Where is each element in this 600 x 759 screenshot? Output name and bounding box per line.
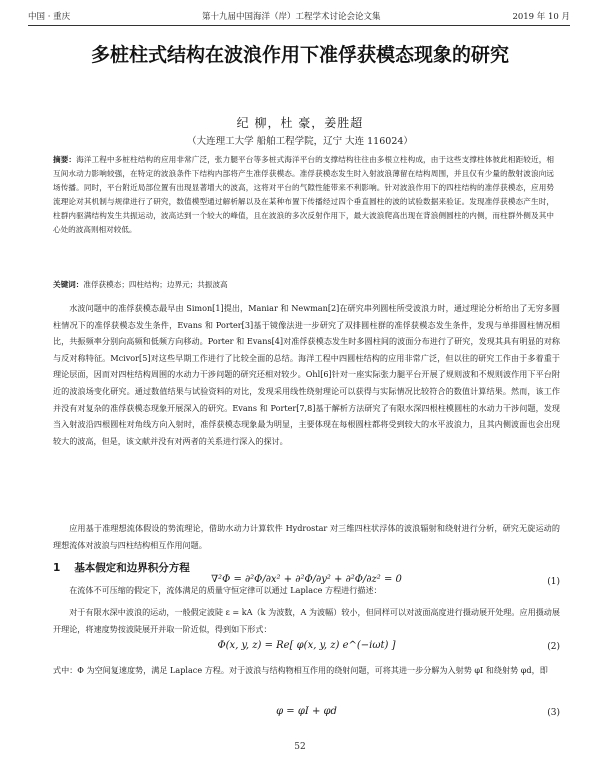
keywords-label: 关键词： [53, 280, 84, 289]
abstract-text: 海洋工程中多桩柱结构的应用非常广泛，张力腿平台等多桩式海洋平台的支撑结构往往由多根立柱构成，由于这些支撑柱体彼此相距较近，相互间水动力影响较强，在特定的波浪条件下结构内部将产生准俘获模态。准俘获模态发生时入射波浪薄留在结构周围，并且仅有少量的散射波浪向远场传播。同时，平台附近局部位置有出现显著增大的波高，这将对平台的气隙性能带来不利影响。针对波浪作用下的四柱结构的准俘获模态，应用势流理论对其机制与规律进行了研究，数值模型通过解析解以及在某种布置下传播经过四个垂直圆柱的波的试验数据来验证。发现准俘获模态产生时，柱群内驱满结构发生共振运动，波高达到一个较大的峰值，且在波浪的多次反射作用下，最大波浪爬高出现在背浪侧圆柱的内侧，而柱群外侧及其中心处的波高则相对较低。 [53, 155, 555, 234]
header-location: 中国 · 重庆 [28, 12, 71, 22]
abstract-label: 摘要： [53, 155, 77, 164]
laplace-paragraph: 在流体不可压缩的假定下，流体满足的质量守恒定律可以通过 Laplace 方程进行描述： [69, 585, 382, 595]
page-number: 52 [294, 742, 306, 752]
keywords-text: 准俘获模态；四柱结构；边界元；共振波高 [83, 280, 228, 289]
abstract [53, 153, 554, 236]
header-proceedings: 第十九届中国海洋（岸）工程学术讨论会论文集 [202, 12, 381, 22]
equation-1: ∇²Φ = ∂²Φ/∂x² + ∂²Φ/∂y² + ∂²Φ/∂z² = 0 [211, 574, 402, 585]
equation-3: φ = φI + φd [276, 706, 337, 717]
section-title: 基本假定和边界积分方程 [74, 562, 190, 574]
equation-1-number: (1) [547, 577, 560, 587]
method-paragraph: 应用基于准理想流体假设的势流理论，借助水动力计算软件 Hydrostar 对三维四柱状浮体的波浪辐射和绕射进行分析，研究无旋运动的理想流体对波浪与四柱结构相互作用问题。 [53, 523, 560, 550]
section-number: 1 [53, 562, 61, 574]
affiliation: （大连理工大学 船舶工程学院，辽宁 大连 116024） [187, 136, 413, 147]
intro-paragraph: 水波问题中的准俘获模态最早由 Simon[1]提出，Maniar 和 Newman[2]在研究串列圆柱所受波浪力时，通过理论分析给出了无穷多圆柱情况下的准俘获模态发生条件，Evans 和 Porter[3]基于镜像法进一步研究了双排圆柱群的准俘获模态发生条件，发现与单排圆柱情况相比，共振频率分别向高频和低频方向移动。Porter 和 Evans[4]对准俘获模态发生时多圆柱间的波面分布进行了研究，发现其具有明显的对称与反对称特征。Mcivor[5]对这些早期工作进行了比较全面的总结。海洋工程中四圆柱结构的应用非常广泛，但以往的研究工作由于多着重于理论层面，因而对四柱结构周围的水动力干涉问题的研究还相对较少。Ohl[6]针对一座实际张力腿平台开展了规则波和不规则波作用下平台附近的波浪场变化研究。通过数值结果与试验资料的对比，发现采用线性绕射理论可以获得与实际情况比较符合的数值计算结果。然而，该工作并没有对复杂的准俘获模态现象开展深入的研究。Evans 和 Porter[7,8]基于解析方法研究了有限水深四根柱模圆柱的水动力干涉问题，发现当入射波沿四根圆柱对角线方向入射时，准俘获模态现象最为明显，主要体现在每根圆柱都将受到较大的水平波浪力，且其内侧波面也会出现较大的波高，但是，该文献并没有对两者的关系进行深入的探讨。 [53, 303, 560, 446]
equation-3-number: (3) [547, 708, 560, 718]
perturbation-paragraph: 对于有限水深中波浪的运动，一般假定波陡 ε = kA（k 为波数，A 为波幅）较小，但同样可以对波面高度进行摄动展开处理。应用摄动展开理论，将速度势按波陡展开并取一阶近似，得到如下形式： [53, 607, 560, 634]
header-date: 2019 年 10 月 [512, 12, 570, 22]
decomposition-paragraph: 式中：Φ 为空间复速度势，满足 Laplace 方程。对于波浪与结构物相互作用的绕射问题，可将其进一步分解为入射势 φI 和绕射势 φd，即 [53, 665, 548, 675]
paper-title: 多桩柱式结构在波浪作用下准俘获模态现象的研究 [90, 44, 509, 66]
section-heading [53, 560, 190, 575]
running-header [28, 10, 570, 22]
equation-2: Φ(x, y, z) = Re[ φ(x, y, z) e^(−iωt) ] [217, 640, 396, 651]
keywords [53, 278, 554, 292]
header-rule [28, 25, 570, 26]
equation-2-number: (2) [547, 642, 560, 652]
authors: 纪 柳，杜 豪，姜胜超 [236, 116, 364, 130]
